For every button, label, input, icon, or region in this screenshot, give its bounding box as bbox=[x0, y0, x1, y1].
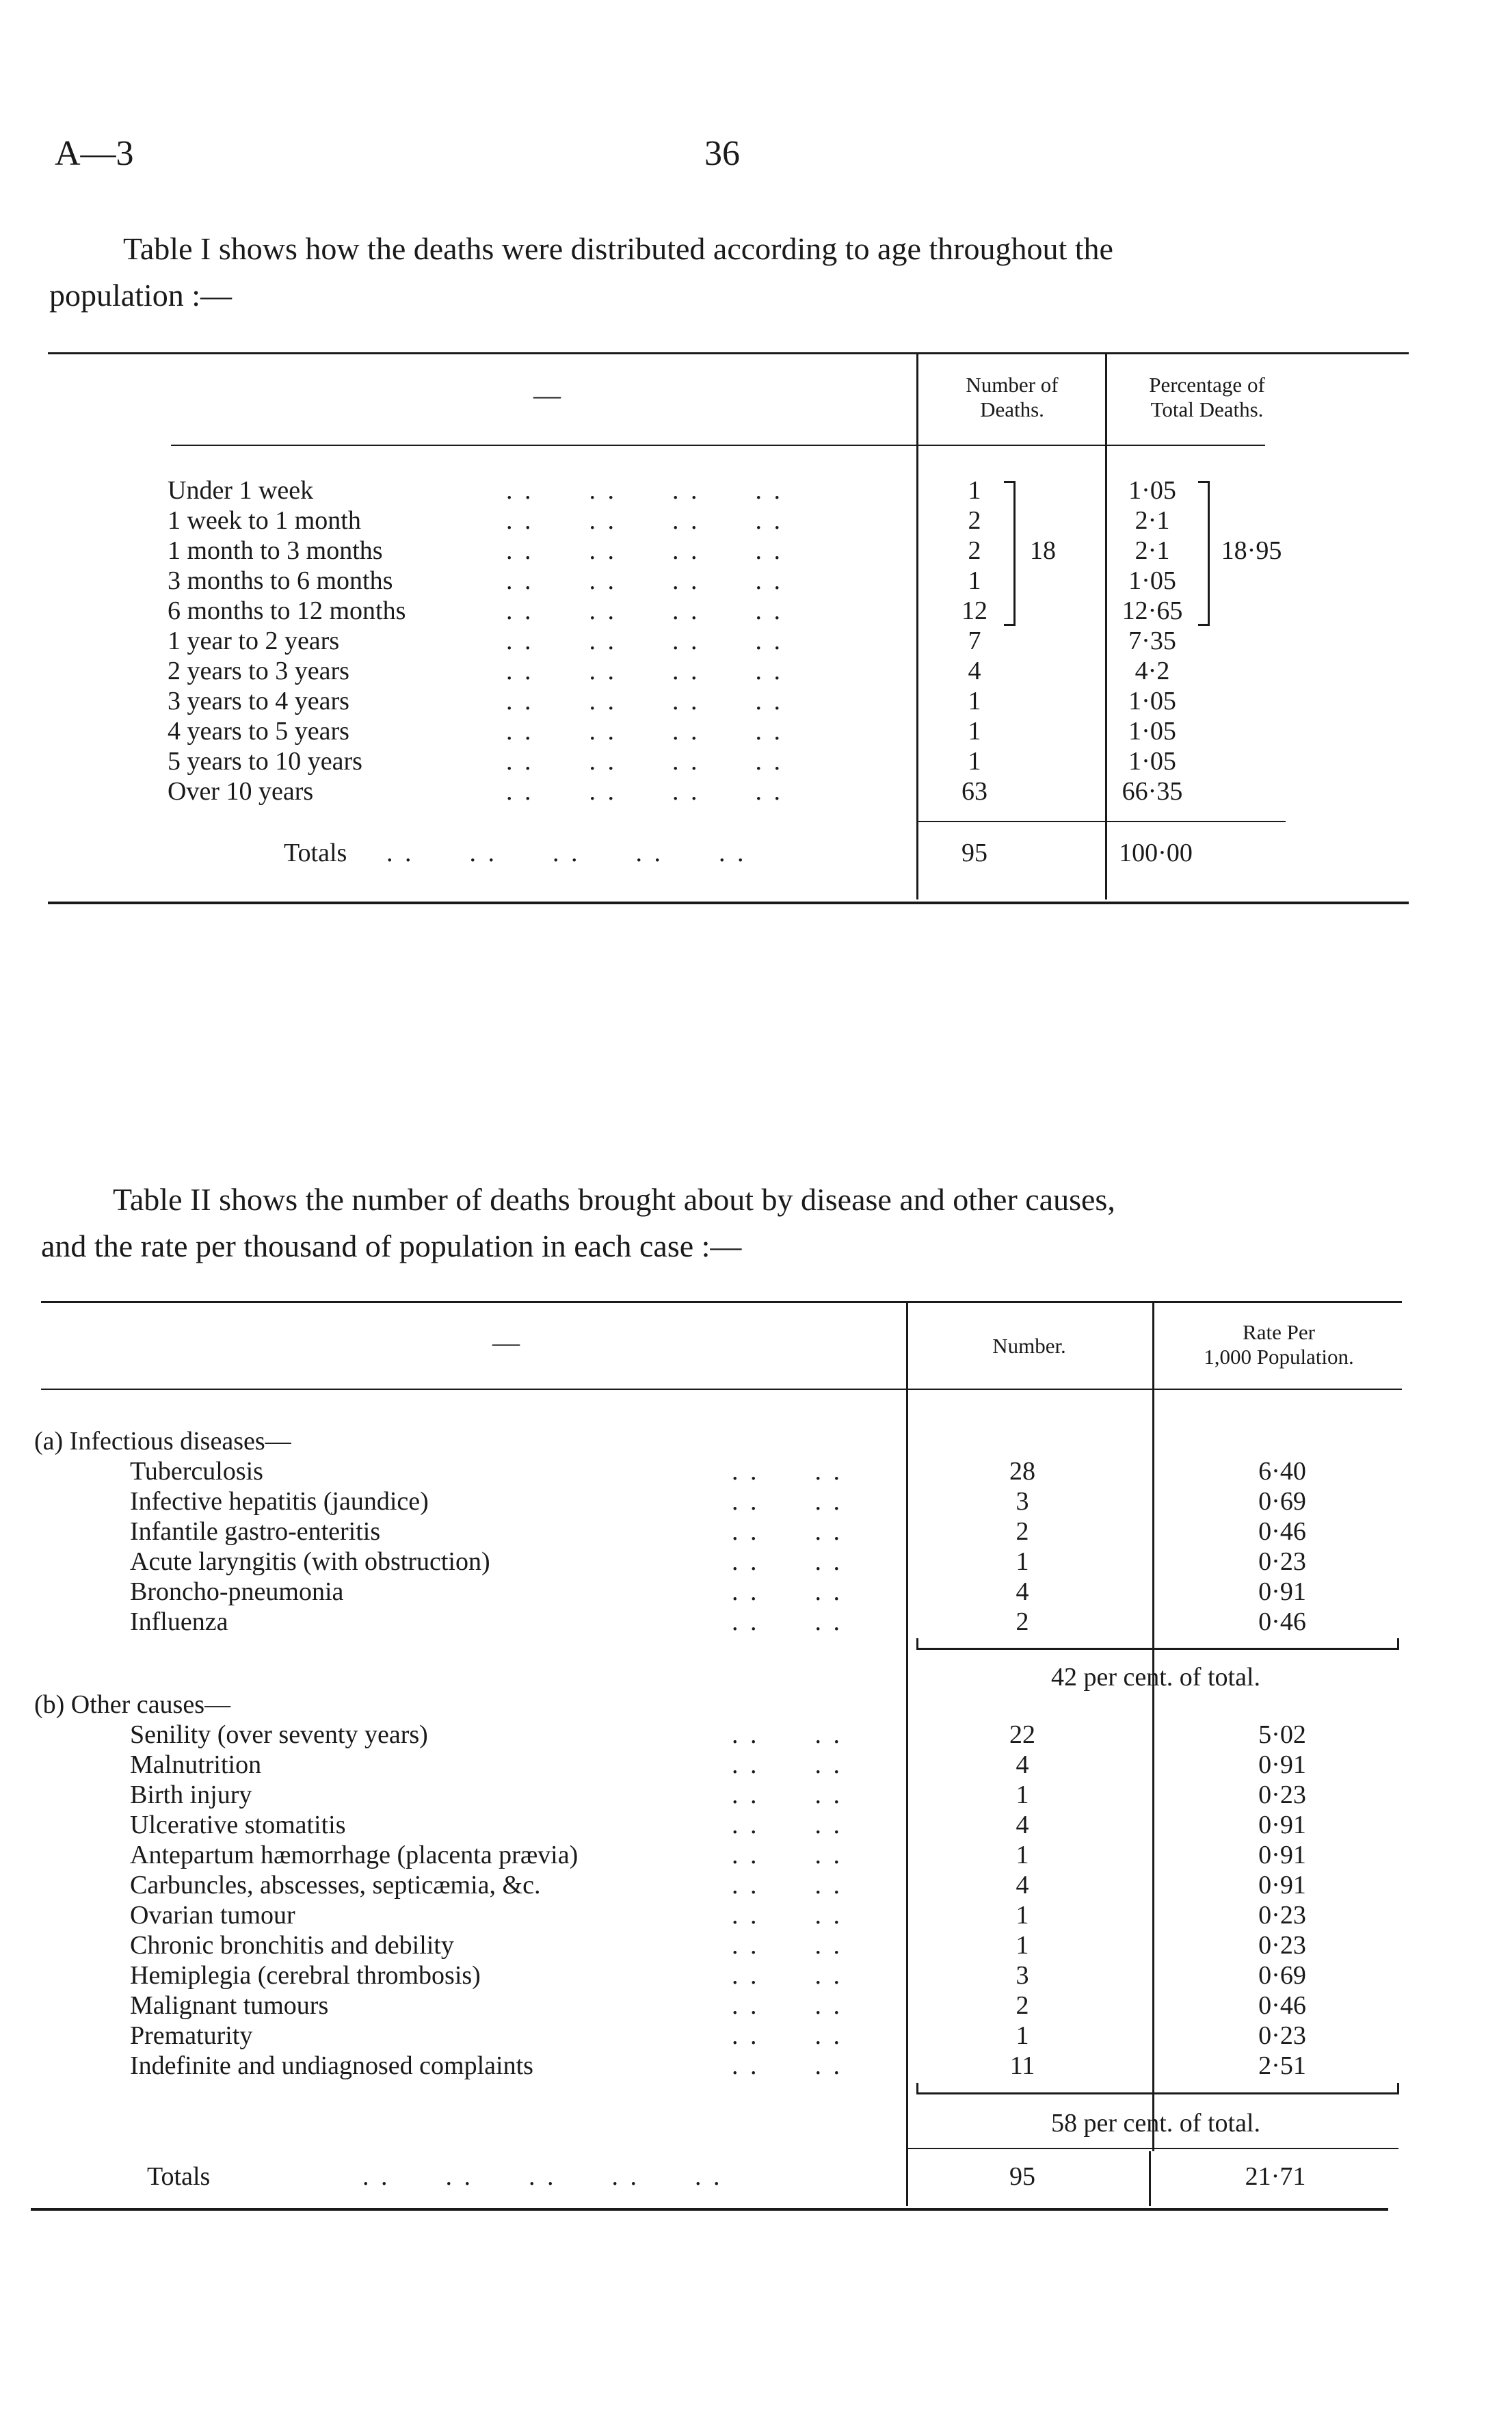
table1-row-pct: 1·05 bbox=[1128, 747, 1176, 776]
table2-bottom-rule bbox=[31, 2208, 1388, 2211]
table2-group-b-summary: 58 per cent. of total. bbox=[1050, 2109, 1260, 2138]
leader-dots: . . . . bbox=[732, 1607, 843, 1636]
table1-col-blank: — bbox=[533, 380, 561, 410]
table2-row-label: Antepartum hæmorrhage (placenta prævia) bbox=[130, 1841, 579, 1869]
table2-row-label: Malignant tumours bbox=[130, 1991, 329, 2020]
leader-dots: . . . . bbox=[732, 1811, 843, 1839]
leader-dots: . . . . . . . . . . bbox=[386, 839, 747, 867]
table2-row-rate: 0·23 bbox=[1258, 2021, 1306, 2050]
table2-row-label: Ulcerative stomatitis bbox=[130, 1811, 346, 1839]
table1-totals-rule bbox=[916, 821, 1286, 822]
table2-row-number: 3 bbox=[1016, 1487, 1029, 1516]
table2-row-label: Ovarian tumour bbox=[130, 1901, 295, 1930]
leader-dots: . . . . . . . . bbox=[506, 627, 783, 655]
table1-row-label: 3 months to 6 months bbox=[168, 566, 393, 595]
table2-totals-divider-1 bbox=[906, 2151, 908, 2206]
table2-group-a-brace bbox=[916, 1638, 1399, 1650]
table1-row-label: 1 month to 3 months bbox=[168, 536, 383, 565]
table1-row-number: 12 bbox=[961, 596, 987, 625]
table2-row-rate: 0·91 bbox=[1258, 1871, 1306, 1900]
table1-row-pct: 1·05 bbox=[1128, 566, 1176, 595]
table2-row-number: 3 bbox=[1016, 1961, 1029, 1990]
table2-row-label: Infantile gastro-enteritis bbox=[130, 1517, 381, 1546]
leader-dots: . . . . bbox=[732, 1750, 843, 1779]
table2-row-label: Senility (over seventy years) bbox=[130, 1720, 428, 1749]
table1-col-divider-1 bbox=[916, 354, 918, 899]
table1-group-number-total: 18 bbox=[1030, 536, 1056, 565]
table2-row-rate: 0·23 bbox=[1258, 1901, 1306, 1930]
table1-row-number: 1 bbox=[968, 687, 981, 715]
leader-dots: . . . . bbox=[732, 1841, 843, 1869]
table2-row-label: Infective hepatitis (jaundice) bbox=[130, 1487, 429, 1516]
table2-row-rate: 2·51 bbox=[1258, 2051, 1306, 2080]
table1-col-number-header bbox=[923, 373, 1101, 422]
table2-row-label: Broncho-pneumonia bbox=[130, 1577, 344, 1606]
table2-header-rule bbox=[41, 1389, 1402, 1390]
table2-group-a-label: (a) Infectious diseases— bbox=[34, 1427, 291, 1456]
leader-dots: . . . . bbox=[732, 1720, 843, 1749]
leader-dots: . . . . . . . . bbox=[506, 476, 783, 505]
table1-top-rule bbox=[48, 352, 1409, 354]
table2-row-number: 1 bbox=[1016, 2021, 1029, 2050]
table2-col-number-header: Number. bbox=[992, 1334, 1066, 1358]
table1-row-pct: 2·1 bbox=[1135, 506, 1170, 535]
table2-row-label: Tuberculosis bbox=[130, 1457, 263, 1486]
leader-dots: . . . . bbox=[732, 1901, 843, 1930]
table2-intro-line1: Table II shows the number of deaths brought about by disease and other causes, bbox=[113, 1182, 1115, 1217]
leader-dots: . . . . bbox=[732, 1547, 843, 1576]
table2-top-rule bbox=[41, 1301, 1402, 1303]
table1-bottom-rule bbox=[48, 902, 1409, 904]
table2-row-rate: 0·91 bbox=[1258, 1577, 1306, 1606]
table1-row-number: 4 bbox=[968, 657, 981, 685]
table2-group-b-brace bbox=[916, 2083, 1399, 2094]
table2-row-rate: 0·23 bbox=[1258, 1931, 1306, 1960]
table2-row-label: Influenza bbox=[130, 1607, 228, 1636]
leader-dots: . . . . bbox=[732, 1577, 843, 1606]
table2-group-a-summary: 42 per cent. of total. bbox=[1050, 1663, 1260, 1692]
table1-col-pct-line2: Total Deaths. bbox=[1150, 397, 1264, 421]
leader-dots: . . . . bbox=[732, 1991, 843, 2020]
table1-col-divider-2 bbox=[1105, 354, 1107, 899]
leader-dots: . . . . . . . . bbox=[506, 506, 783, 535]
leader-dots: . . . . . . . . bbox=[506, 566, 783, 595]
table2-row-rate: 0·46 bbox=[1258, 1607, 1306, 1636]
table1-row-label: Under 1 week bbox=[168, 476, 314, 505]
table1-row-number: 1 bbox=[968, 476, 981, 505]
table2-row-number: 1 bbox=[1016, 1841, 1029, 1869]
table2-row-label: Malnutrition bbox=[130, 1750, 262, 1779]
table2-row-label: Carbuncles, abscesses, septicæmia, &c. bbox=[130, 1871, 541, 1900]
table2-row-rate: 0·91 bbox=[1258, 1750, 1306, 1779]
table1-row-label: 6 months to 12 months bbox=[168, 596, 406, 625]
table2-row-rate: 0·46 bbox=[1258, 1991, 1306, 2020]
table2-row-number: 4 bbox=[1016, 1750, 1029, 1779]
table2-totals-rule bbox=[906, 2148, 1398, 2149]
table1-col-pct-line1: Percentage of bbox=[1149, 373, 1265, 397]
table1-col-number-line1: Number of bbox=[966, 373, 1059, 397]
table1-row-pct: 1·05 bbox=[1128, 476, 1176, 505]
table2-row-rate: 0·69 bbox=[1258, 1487, 1306, 1516]
table2-row-rate: 0·46 bbox=[1258, 1517, 1306, 1546]
table2-row-rate: 0·23 bbox=[1258, 1547, 1306, 1576]
leader-dots: . . . . bbox=[732, 1517, 843, 1546]
table2-row-number: 22 bbox=[1009, 1720, 1035, 1749]
table2-row-number: 1 bbox=[1016, 1547, 1029, 1576]
table2-row-number: 4 bbox=[1016, 1811, 1029, 1839]
leader-dots: . . . . bbox=[732, 2021, 843, 2050]
leader-dots: . . . . . . . . . . bbox=[362, 2162, 723, 2191]
table1-totals-label: Totals bbox=[284, 839, 347, 867]
table2-row-number: 1 bbox=[1016, 1780, 1029, 1809]
leader-dots: . . . . bbox=[732, 1487, 843, 1516]
leader-dots: . . . . bbox=[732, 1961, 843, 1990]
table1-row-number: 7 bbox=[968, 627, 981, 655]
table1-intro-line2: population :— bbox=[49, 278, 233, 313]
leader-dots: . . . . . . . . bbox=[506, 536, 783, 565]
table1-row-pct: 2·1 bbox=[1135, 536, 1170, 565]
table2-intro-line2: and the rate per thousand of population in each case :— bbox=[41, 1228, 742, 1263]
table2-col-rate-line2: 1,000 Population. bbox=[1204, 1345, 1354, 1369]
table1-row-label: 5 years to 10 years bbox=[168, 747, 362, 776]
table2-row-number: 11 bbox=[1009, 2051, 1035, 2080]
table2-row-label: Hemiplegia (cerebral thrombosis) bbox=[130, 1961, 481, 1990]
leader-dots: . . . . . . . . bbox=[506, 596, 783, 625]
table1-row-number: 2 bbox=[968, 536, 981, 565]
table1-row-number: 63 bbox=[961, 777, 987, 806]
table2-totals-rate: 21·71 bbox=[1245, 2162, 1306, 2191]
table1-row-number: 1 bbox=[968, 566, 981, 595]
table2-totals-number: 95 bbox=[1009, 2162, 1035, 2191]
leader-dots: . . . . . . . . bbox=[506, 777, 783, 806]
table2-row-label: Indefinite and undiagnosed complaints bbox=[130, 2051, 533, 2080]
table2-row-rate: 0·69 bbox=[1258, 1961, 1306, 1990]
table1-totals-pct: 100·00 bbox=[1119, 839, 1193, 867]
table2-col-divider-1 bbox=[906, 1303, 908, 2151]
table2-row-number: 1 bbox=[1016, 1901, 1029, 1930]
table1-row-label: 1 year to 2 years bbox=[168, 627, 340, 655]
table1-row-pct: 4·2 bbox=[1135, 657, 1170, 685]
table2-row-number: 2 bbox=[1016, 1517, 1029, 1546]
table1-group-pct-total: 18·95 bbox=[1221, 536, 1282, 565]
leader-dots: . . . . . . . . bbox=[506, 747, 783, 776]
table2-col-rate-line1: Rate Per bbox=[1243, 1320, 1315, 1344]
table1-totals-number: 95 bbox=[961, 839, 987, 867]
table1-row-pct: 1·05 bbox=[1128, 687, 1176, 715]
table2-group-b-label: (b) Other causes— bbox=[34, 1690, 231, 1719]
table2-row-number: 2 bbox=[1016, 1991, 1029, 2020]
table2-row-label: Chronic bronchitis and debility bbox=[130, 1931, 454, 1960]
table1-row-label: 1 week to 1 month bbox=[168, 506, 361, 535]
table1-number-brace bbox=[1004, 481, 1016, 626]
table1-intro-line1: Table I shows how the deaths were distributed according to age throughout the bbox=[123, 231, 1113, 266]
table1-row-label: 3 years to 4 years bbox=[168, 687, 349, 715]
table2-row-rate: 5·02 bbox=[1258, 1720, 1306, 1749]
table1-row-pct: 1·05 bbox=[1128, 717, 1176, 746]
page-number: 36 bbox=[704, 134, 740, 173]
table2-col-blank: — bbox=[492, 1327, 520, 1358]
table1-row-pct: 7·35 bbox=[1128, 627, 1176, 655]
table2-row-rate: 6·40 bbox=[1258, 1457, 1306, 1486]
table1-row-pct: 66·35 bbox=[1122, 777, 1183, 806]
leader-dots: . . . . . . . . bbox=[506, 717, 783, 746]
leader-dots: . . . . bbox=[732, 1457, 843, 1486]
table2-totals-divider-2 bbox=[1149, 2151, 1151, 2206]
table1-row-number: 1 bbox=[968, 717, 981, 746]
table2-row-label: Birth injury bbox=[130, 1780, 252, 1809]
table2-row-rate: 0·23 bbox=[1258, 1780, 1306, 1809]
table1-col-pct-header bbox=[1111, 373, 1303, 422]
leader-dots: . . . . bbox=[732, 2051, 843, 2080]
table2-col-divider-2 bbox=[1152, 1303, 1154, 2151]
leader-dots: . . . . bbox=[732, 1871, 843, 1900]
table2-totals-label: Totals bbox=[147, 2162, 211, 2191]
table1-pct-brace bbox=[1198, 481, 1210, 626]
table2-row-label: Prematurity bbox=[130, 2021, 253, 2050]
table2-row-number: 4 bbox=[1016, 1577, 1029, 1606]
table1-row-label: 2 years to 3 years bbox=[168, 657, 349, 685]
table2-row-rate: 0·91 bbox=[1258, 1841, 1306, 1869]
leader-dots: . . . . . . . . bbox=[506, 687, 783, 715]
table2-row-label: Acute laryngitis (with obstruction) bbox=[130, 1547, 490, 1576]
table1-col-number-line2: Deaths. bbox=[980, 397, 1044, 421]
leader-dots: . . . . bbox=[732, 1931, 843, 1960]
table1-row-label: 4 years to 5 years bbox=[168, 717, 349, 746]
section-code: A—3 bbox=[55, 134, 134, 173]
table2-col-rate-header bbox=[1156, 1320, 1402, 1369]
table2-row-number: 2 bbox=[1016, 1607, 1029, 1636]
table2-row-number: 28 bbox=[1009, 1457, 1035, 1486]
leader-dots: . . . . . . . . bbox=[506, 657, 783, 685]
table1-row-number: 1 bbox=[968, 747, 981, 776]
table1-row-label: Over 10 years bbox=[168, 777, 314, 806]
table1-row-number: 2 bbox=[968, 506, 981, 535]
table1-header-rule bbox=[171, 445, 1265, 446]
leader-dots: . . . . bbox=[732, 1780, 843, 1809]
table2-row-rate: 0·91 bbox=[1258, 1811, 1306, 1839]
table1-row-pct: 12·65 bbox=[1122, 596, 1183, 625]
table2-row-number: 1 bbox=[1016, 1931, 1029, 1960]
table2-row-number: 4 bbox=[1016, 1871, 1029, 1900]
